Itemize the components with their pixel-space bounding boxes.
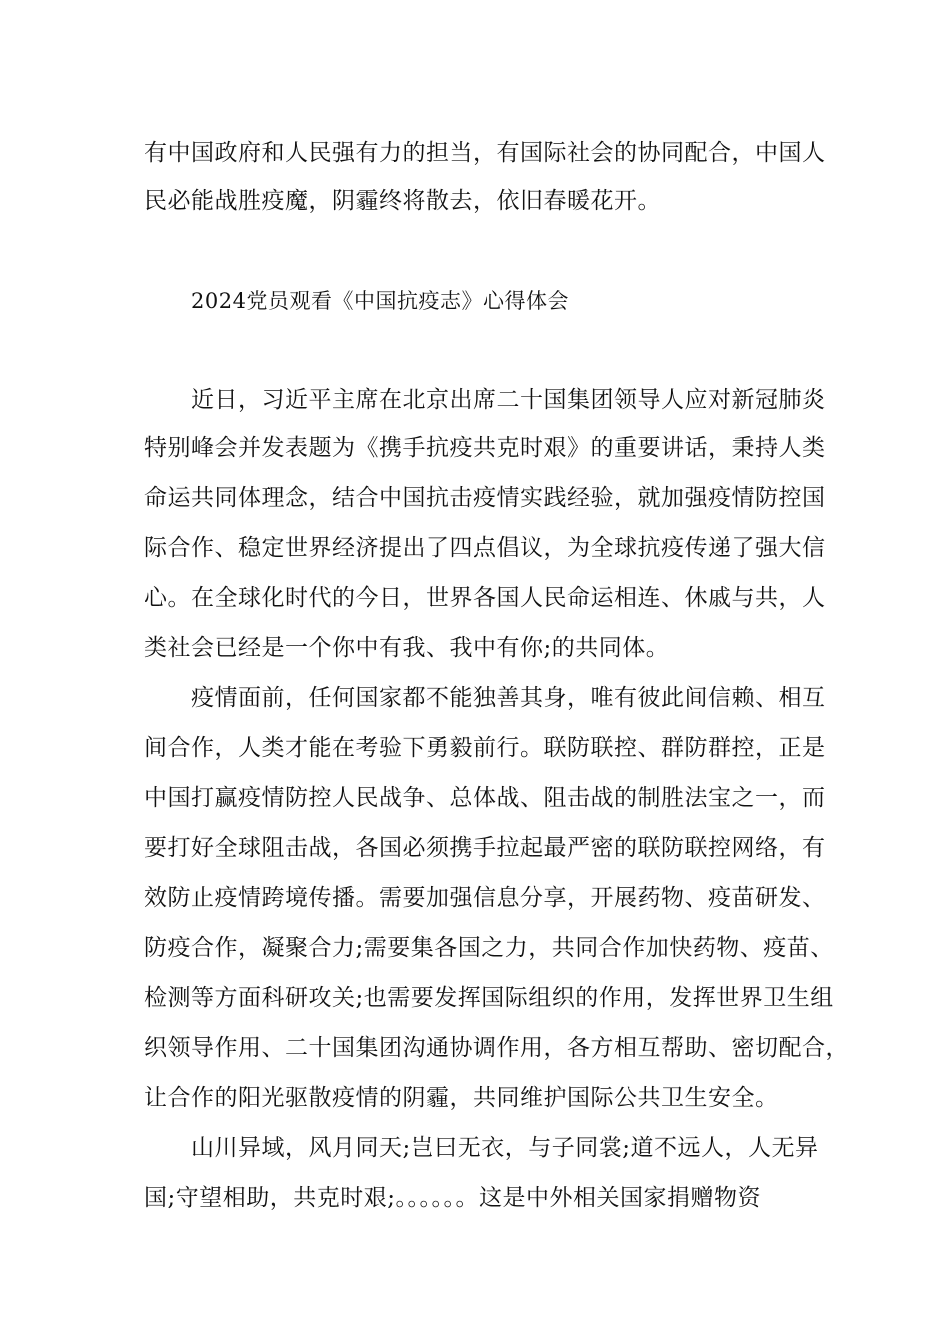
paragraph-3-line: 国;守望相助，共克时艰;。。。。。。这是中外相关国家捐赠物资 bbox=[144, 1185, 761, 1211]
paragraph-1-line: 近日，习近平主席在北京出席二十国集团领导人应对新冠肺炎 bbox=[191, 387, 826, 413]
paragraph-2-line: 检测等方面科研攻关;也需要发挥国际组织的作用，发挥世界卫生组 bbox=[144, 985, 834, 1011]
section-heading: 2024党员观看《中国抗疫志》心得体会 bbox=[191, 289, 569, 313]
paragraph-2-line: 疫情面前，任何国家都不能独善其身，唯有彼此间信赖、相互 bbox=[191, 685, 826, 711]
paragraph-2-line: 让合作的阳光驱散疫情的阴霾，共同维护国际公共卫生安全。 bbox=[144, 1085, 779, 1111]
paragraph-2-line: 织领导作用、二十国集团沟通协调作用，各方相互帮助、密切配合， bbox=[144, 1035, 849, 1061]
paragraph-2-line: 防疫合作，凝聚合力;需要集各国之力，共同合作加快药物、疫苗、 bbox=[144, 935, 834, 961]
paragraph-2-line: 要打好全球阻击战，各国必须携手拉起最严密的联防联控网络，有 bbox=[144, 835, 826, 861]
paragraph-1-line: 类社会已经是一个你中有我、我中有你;的共同体。 bbox=[144, 635, 670, 661]
paragraph-2-line: 中国打赢疫情防控人民战争、总体战、阻击战的制胜法宝之一，而 bbox=[144, 785, 826, 811]
paragraph-1-line: 际合作、稳定世界经济提出了四点倡议，为全球抗疫传递了强大信 bbox=[144, 535, 826, 561]
continuation-line: 有中国政府和人民强有力的担当，有国际社会的协同配合，中国人 bbox=[144, 140, 826, 166]
continuation-line: 民必能战胜疫魔，阴霾终将散去，依旧春暖花开。 bbox=[144, 188, 661, 214]
paragraph-2-line: 间合作，人类才能在考验下勇毅前行。联防联控、群防群控，正是 bbox=[144, 735, 826, 761]
paragraph-3-line: 山川异域，风月同天;岂曰无衣，与子同裳;道不远人，人无异 bbox=[191, 1135, 819, 1161]
paragraph-2-line: 效防止疫情跨境传播。需要加强信息分享，开展药物、疫苗研发、 bbox=[144, 885, 826, 911]
paragraph-1-line: 特别峰会并发表题为《携手抗疫共克时艰》的重要讲话，秉持人类 bbox=[144, 435, 826, 461]
paragraph-1-line: 心。在全球化时代的今日，世界各国人民命运相连、休戚与共，人 bbox=[144, 585, 826, 611]
paragraph-1-line: 命运共同体理念，结合中国抗击疫情实践经验，就加强疫情防控国 bbox=[144, 485, 826, 511]
